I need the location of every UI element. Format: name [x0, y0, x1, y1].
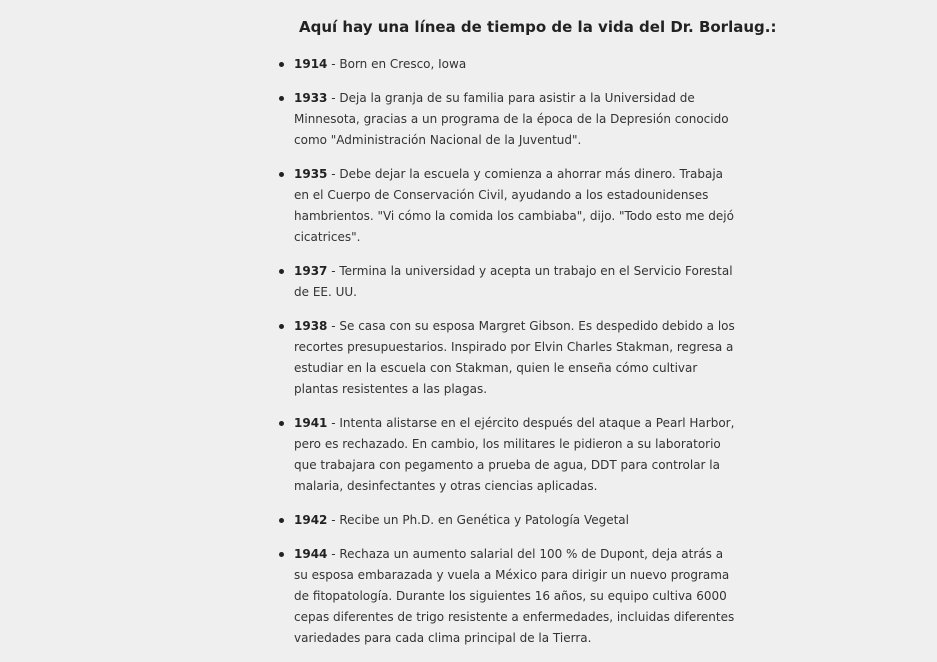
- timeline-separator: -: [327, 547, 340, 561]
- bullet-icon: [279, 324, 284, 329]
- timeline-text: Intenta alistarse en el ejército después del ataque a Pearl Harbor, pero es rechazado. En cambio, los militares le pidieron a su laboratorio que trabajara con pegamento a prueba de agua, DDT para controlar la malaria, desinfectantes y otras ciencias aplicadas.: [294, 416, 735, 493]
- timeline-text: Se casa con su esposa Margret Gibson. Es despedido debido a los recortes presupuestarios. Inspirado por Elvin Charles Stakman, regresa a estudiar en la escuela con Stakman, quien le enseña cómo cultivar plantas resistentes a las plagas.: [294, 319, 735, 396]
- timeline-item: [294, 544, 740, 649]
- timeline-year: 1941: [294, 416, 328, 430]
- timeline-item: [294, 261, 740, 303]
- timeline-text: Rechaza un aumento salarial del 100 % de Dupont, deja atrás a su esposa embarazada y vuela a México para dirigir un nuevo programa de fitopatología. Durante los siguientes 16 años, su equipo cultiva 6000 cepas diferentes de trigo resistente a enfermedades, incluidas diferentes variedades para cada clima principal de la Tierra.: [294, 547, 735, 645]
- timeline-separator: -: [327, 167, 340, 181]
- bullet-icon: [279, 62, 284, 67]
- timeline-list: [294, 54, 740, 662]
- timeline-separator: -: [327, 319, 340, 333]
- timeline-year: 1942: [294, 513, 328, 527]
- timeline-separator: -: [327, 264, 340, 278]
- page-title: Aquí hay una línea de tiempo de la vida del Dr. Borlaug.:: [299, 18, 777, 36]
- timeline-year: 1914: [294, 57, 328, 71]
- timeline-year: 1937: [294, 264, 328, 278]
- timeline-item: [294, 510, 740, 531]
- timeline-year: 1933: [294, 91, 328, 105]
- bullet-icon: [279, 552, 284, 557]
- bullet-icon: [279, 421, 284, 426]
- timeline-separator: -: [327, 57, 340, 71]
- bullet-icon: [279, 269, 284, 274]
- timeline-year: 1935: [294, 167, 328, 181]
- bullet-icon: [279, 172, 284, 177]
- timeline-item: [294, 164, 740, 248]
- timeline-year: 1944: [294, 547, 328, 561]
- timeline-text: Born en Cresco, Iowa: [339, 57, 467, 71]
- timeline-item: [294, 88, 740, 151]
- timeline-year: 1938: [294, 319, 328, 333]
- timeline-text: Recibe un Ph.D. en Genética y Patología Vegetal: [339, 513, 629, 527]
- timeline-separator: -: [327, 416, 340, 430]
- timeline-separator: -: [327, 513, 340, 527]
- bullet-icon: [279, 96, 284, 101]
- timeline-text: Termina la universidad y acepta un trabajo en el Servicio Forestal de EE. UU.: [294, 264, 733, 299]
- timeline-item: [294, 316, 740, 400]
- timeline-item: [294, 54, 740, 75]
- timeline-text: Deja la granja de su familia para asistir a la Universidad de Minnesota, gracias a un programa de la época de la Depresión conocido como "Administración Nacional de la Juventud".: [294, 91, 729, 147]
- timeline-text: Debe dejar la escuela y comienza a ahorrar más dinero. Trabaja en el Cuerpo de Conservación Civil, ayudando a los estadounidenses hambrientos. "Vi cómo la comida los cambiaba", dijo. "Todo esto me dejó cicatrices".: [294, 167, 734, 244]
- bullet-icon: [279, 518, 284, 523]
- timeline-item: [294, 413, 740, 497]
- timeline-separator: -: [327, 91, 340, 105]
